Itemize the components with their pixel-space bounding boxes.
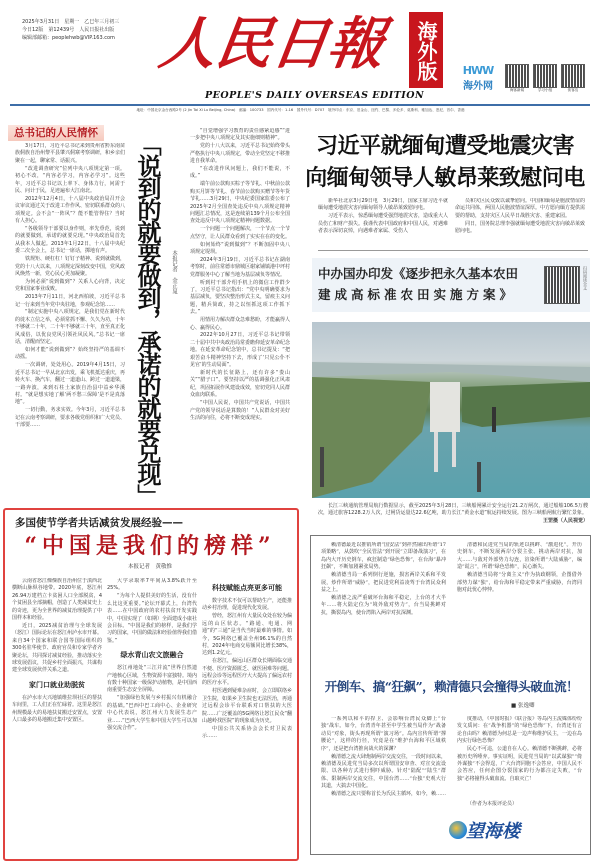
qr-label: 侠客岛 [567, 88, 579, 92]
paragraph: 中国公共关系协会会长对卫民表示…… [202, 725, 292, 740]
qr-label: 扫码阅读全文 [583, 266, 588, 290]
paragraph: “改进调查研究”位列中央八项规定第一项。初心不改，“内容必学习，内容必学习”。这些年，习近平总书记以上率下、身体力行，问需于民、问计于民，足迹遍布大江南北。 [15, 165, 125, 194]
feature-subhead: 绿水青山农文旅融合 [120, 651, 184, 660]
paragraph: 数字技术不仅可以帮助生产，还能推动乡村治理，促进现代化发展。 [202, 598, 292, 612]
divider [318, 250, 588, 251]
paragraph: 如何才能“说到做到”？始终坚持严的基调不动摇。 [15, 346, 125, 361]
qr-code-icon [533, 64, 557, 88]
paragraph: 一切行動，务求实效。今年3月，习近平总书记在云南考察调研，要求各级党组织和广大党员、干部要…… [15, 407, 125, 429]
left-article-column-1 [15, 143, 125, 508]
paragraph: 2013年7月11日，河北西柏坡，习近平总书记一行来到当年党中央驻地，参观纪念馆…… [15, 294, 125, 308]
paragraph: “各级领导干部要以身作则，率先垂范，说到的就要做到，承诺的就要兑现。”中央政治局首先从我本人做起。2013年1月22日，十八届中央纪委二次全会上，总书记一席话，掷地有声。 [15, 225, 125, 255]
paragraph: 赖清德之流大肆炮制两岸交流交往，一段时间以来，赖清德及民进党当局多次以所谓国安审查、对宣交流设限、以各种方式进行恫吓威胁。针对“陆配”“陆生”群体、限制两岸交流交往，中国台湾……“台独”史观大行其道，大搞去中国化。 [321, 753, 446, 790]
paragraph: 如何始终“说到做到”？不断加固中央八项规定堤坝。 [190, 241, 290, 255]
headline-line: 向缅甸领导人敏昂莱致慰问电 [305, 165, 585, 191]
caption-text: 长江三峡通航管理局航行数据显示，截至2025年3月28日，三峡船闸累计安全运行21.2万闸次，通过船舶106.5万艘次，通过旅客1228.2万人次，过闸货运量达22.6亿吨，助力长江“黄金水道”航运持续发展。图为三峡船闸航行繁忙景象。 [318, 503, 588, 517]
date-line: 2025年3月31日 星期一 乙巳年三月初三 [22, 19, 120, 25]
feature-kicker: 多国使节学者共话减贫发展经验—— [15, 517, 183, 529]
qr-xiakedao[interactable] [561, 64, 585, 93]
paragraph: 曾经，怒江州有大量民众处在较为偏远的山区状态。“路通、电通、网通”的“三通”是当代当时最难的事情。如今，5G网络已覆盖全州96.1%的自然村，2024年电商交易额同比增长38%，达到1.2亿元。 [202, 613, 292, 657]
feature-subhead: 科技赋能点亮更多可能 [212, 584, 282, 592]
paragraph: 新华社北京3月29日电 3月29日，国家主席习近平就缅甸遭受地震灾害向缅甸领导人敏昂莱致慰问电。 [318, 198, 448, 212]
paragraph: 员和灾区民众致以诚挚慰问。中国和缅甸是胞波情谊的命运共同体，两国人民胞波情谊深厚。中方愿向缅方提供需要的帮助，支持灾区人民早日战胜灾害、重建家园。 [455, 198, 585, 219]
hww-logo[interactable] [455, 64, 501, 92]
english-title: PEOPLE'S DAILY OVERSEAS EDITION [205, 90, 425, 101]
commentary-headline: 开倒车、搞“狂飙”，赖清德只会撞得头破血流！ [324, 679, 579, 694]
hww-logo-text: HWW [462, 64, 494, 77]
photo-caption [318, 503, 588, 526]
paragraph: 度推动，《中国时报》《联合报》等岛内主流媒体纷纷发文质问：在“战争机器”的“绿色恐怖”下，台湾还有言论自由吗？赖清德为何总是一边声称维护民主，一边在岛内实行绿色恐怖？ [457, 716, 582, 745]
paragraph: 用情用力解决群众急难愁盼，才能赢得人心、赢得民心。 [190, 317, 290, 331]
qr-haike[interactable] [505, 64, 529, 93]
paragraph: “在改进作风问题上，我们不能说，不成。” [190, 166, 290, 180]
address-line: 地址：中国北京金台西路2号 (2 Jin Tai Xi Lu Beijing, China) 邮编：100733 国内代号：1-16 国外代号：D707 境外印点：东京、旧金山、纽约、巴黎、多伦多、莫斯科、雅加达、悉尼、首尔、香港 [136, 108, 465, 112]
paragraph: 赖清德当局一系列倒行逆施，损害两岸关系和平发展，炒作所谓“威胁”，把民进党利益凌驾于台湾民众利益之上。 [321, 572, 446, 593]
paragraph: 一个问题一个问题解决，一个节点一个节点坚守，让人民群众看到了实实在在的变化。 [190, 226, 290, 240]
commentary-note: （作者为本报评论员） [467, 801, 518, 807]
three-gorges-locks-photo [312, 322, 590, 498]
newspaper-logo: 人民日報 [155, 11, 389, 77]
paragraph: 在怒江，偏远山区群众长期面临交通不便、医疗资源匮乏、就医困难等问题。远程会诊等远程医疗大大提高了偏远农村的医疗水平。 [202, 658, 292, 687]
globe-icon [449, 821, 467, 839]
qr-codes [505, 64, 585, 93]
left-article-byline: 本报记者 金正晁 [171, 250, 177, 294]
banner-line: 建成高标准农田实施方案》 [318, 287, 517, 302]
paragraph: 党的十八大以来，习近平总书记始终带头严格执行中央八项规定，带动全党坚定不移推进自我革命。 [190, 143, 290, 165]
paragraph: “为每个人提供美好的生活，没有什么比这更重要。”论坛开幕式上，台湾代表……在中国政府的农村扶贫开发实践中，中国实现了（如期）全面建成小康社会目标。“中国是我们的榜样，是我们学习的国家，中国的做法和经验值得我们借鉴。” [107, 593, 197, 644]
paragraph: 同日，国务院总理李强就缅甸遭受地震灾害向敏昂莱致慰问电。 [455, 220, 585, 235]
paragraph: 赖清德最近以推销所谓“国安法”到祥然铺出所谓“17项策略”，从鼓吹“全民管法”到开展“立即备战演习”，在岛内大开历史倒车，疯狂制造“绿色恐怖”，在台海“暴冲狂飙”，不断加剧紧张局势。 [321, 542, 446, 571]
paragraph: 2022年10月27日，习近平总书记带领二十届中共中央政治局常委瞻仰延安革命纪念地。在延安革命纪念馆中，总书记提及：“把艰苦奋斗精神坚持下去，形成了‘只见公仆不见官’的生动局面”。 [190, 332, 290, 369]
commentary-column-1 [321, 542, 446, 670]
commentary-column-2 [457, 542, 582, 670]
paragraph: 在泸水市大兴地镇维拉坝社区的帮扶车间里，工人们正在忙碌着。这里是怒江州规模最大的易地扶贫搬迁安置点，安置人口最多的易地搬迁集中安置区。 [12, 694, 102, 723]
overseas-edition-badge [409, 12, 443, 88]
banner-title [318, 263, 540, 305]
paragraph: 赖清德当局将“分离主义”作为执政纲领，企图借外部势力谋“独”，给台海和平稳定带来严重威胁，台湾同胞对此忧心忡忡。 [457, 572, 582, 593]
photo-credit: 王罡摄（人民视觉） [542, 518, 588, 525]
qr-code-icon [505, 64, 529, 88]
qr-xuexi[interactable] [533, 64, 557, 93]
feature-title: “中国是我们的榜样” [24, 533, 276, 559]
paragraph: 铁规矩、硬杠杠！钉钉子精神、说到就做到，党的十八大以来，八项规定深刻改变中国，党风政风焕然一新，党心民心更加凝聚。 [15, 256, 125, 277]
commentary-box[interactable] [310, 535, 591, 855]
top-right-headline[interactable] [300, 130, 590, 194]
masthead-info [22, 18, 119, 42]
feature-column-3 [202, 578, 292, 856]
paragraph: 大学录取率7年间从3.8%跃升至25%。 [107, 578, 197, 592]
masthead-divider [10, 104, 590, 106]
paragraph: 2024年3月19日，习近平总书记在湖南考察时，前往常德市鼎城区谢家铺镇港中坪村党群服务中心了解当地为基层减负等情况。 [190, 256, 290, 278]
paragraph: “制定实施中央八项规定，是我们党在新时代的徙木立信之举，必须常抓不懈、久久为功，十年不够就二十年，二十年不够就三十年，直至真正化风成俗，以优良党风引领社风民风。”总书记一席话，清醒而坚定。 [15, 309, 125, 346]
feature-subhead: 家门口就业助脱贫 [29, 680, 85, 689]
edition-label: 海外版 [414, 21, 438, 81]
paragraph: “中国人民说，中国共产党说话，中国共产党的领导说话是算数的！”人民群众对美好生活的向往，必将不断变成现实。 [190, 400, 290, 421]
feature-byline: 本报记者 黄敬惟 [127, 564, 172, 570]
feature-column-2 [107, 578, 197, 856]
email-line: 编辑部邮箱：peoplehwb@VIP.163.com [22, 35, 115, 41]
headline-line: 习近平就缅甸遭受地震灾害 [315, 133, 574, 159]
column-logo: 望海楼 [466, 821, 520, 842]
commentary-author: ■ 张逸卿 [511, 703, 535, 709]
paragraph: 习近平表示，惊悉缅甸遭受强烈地震灾害，造成重大人员伤亡和财产损失。我谨代表中国政府和中国人民，对遇难者表示深切哀悼，向遇难者家属、受伤人 [318, 213, 448, 235]
paragraph: 一系列以和平的捍卫、会影响台湾民众脚上“台独”战车。如今，台湾青年甚至中学生被当局作为“战备动员”对象，街头再现所谓“演习场”。岛内宣传所谓“撑腰论”，这样的行径，究竟是在“维护台海和平区域秩序”，还是把台湾推向战火的深渊？ [321, 716, 446, 752]
paragraph: 清德和民进党当局的轨迹以挑衅、“激进化”。开历史倒车，不断发展两岸分裂主张、挑动两岸对抗，加大……与敌对外部势力勾连，渲染所谓“大陆威胁”，编造“谎言”，所谓“绿色恐怖”，民心渐失。 [457, 542, 582, 571]
paragraph: 端午前公款购买粽子等节礼、中秋前公款购买月饼等节礼、春节前公款购买赠节等年货节礼……3月29日，中央纪委国家监委公布了2025年2月全国查处违反中央八项规定精神问题汇总情况，这是连续第139个月公布全国查处违反中央八项规定精神问题数据。 [190, 181, 290, 225]
paragraph: 怒江州地处“三江并流”世界自然遗产地核心区域，生物资源丰富独特。境内有数十种国家一级保护动植物，是中国西南重要生态安全屏障。 [107, 665, 197, 694]
paragraph: 2012年12月4日，十八届中央政治局召开会议审议通过关于改进工作作风、密切联系群众的八项规定。会不会“一阵风”？能不能管得住？当时有人担心。 [15, 195, 125, 225]
issue-line: 今日12版 第12439号 人民日报社出版 [22, 27, 115, 33]
paragraph: 为何必须“说到做到”？关系人心向背，决定党和国家事业成败。 [15, 278, 125, 293]
paragraph: 新时代的长征路上，还有许多“娄山关”“腊子口”。要坚持以严的基调强化正风肃纪，巩固拓展作风建设成效，密切党同人民群众血肉联系。 [190, 370, 290, 399]
paragraph: “自觉增强学习教育的责任感紧迫感”“进一步把中央八项规定及其实施细则精神”。 [190, 128, 290, 142]
photo-illustration [312, 322, 590, 498]
left-article-column-2 [190, 128, 290, 506]
paragraph: 村医遇到疑难杂症时，会立即联络乡卫生院，如果乡卫生院也无法医治，再通过远程会诊平台联系对口帮扶的大医院……广泛覆盖的5G网络让怒江民众“翻山越岭找医院”的现象成为历史。 [202, 688, 292, 724]
banner-line: 中办国办印发《逐步把永久基本农田 [318, 266, 519, 281]
commentary-column-4 [457, 716, 582, 798]
qr-label: 海客新闻 [509, 88, 525, 92]
qr-code-icon [561, 64, 585, 88]
paragraph: 云南省怒江傈僳族自治州位于滇西北横断山脉纵谷地带。2020年底，怒江州26.94万建档立卡贫困人口全部脱贫，4个贫困县全部摘帽，创造了人类减贫史上的奇迹，更为全世界的减贫治理提供了中国样本和经验。 [12, 578, 102, 622]
hww-name: 海外网 [463, 81, 493, 92]
paragraph: 一次调研，处处用心。2019年4月15日，习近平总书记一早从北京出发，乘飞机抵达重庆，再转火车、换汽车，翻过一道道山、跨过一道道梁，一路奔波，来到石柱土家族自治县中益乡华溪村。“就是想实地了解‘两不愁三保障’是不是真落地”。 [15, 362, 125, 406]
paragraph: 听到村干部介绍手机上的微信工作群少了，习近平总书记指出：“党中央明确要求为基层减负，要坚决整治形式主义，留痕主义问题，精兵简政，持之以恒抓这项工作抓下去。” [190, 279, 290, 316]
left-article-headline: 「说到的就要做到，承诺的就要兑现」 [133, 132, 162, 506]
commentary-column-3 [321, 716, 446, 850]
farmland-banner[interactable] [312, 258, 590, 312]
top-right-column-1 [318, 198, 448, 246]
paragraph: 3月17日，习近平总书记来到贵州省黔东南苗族侗族自治州黎平县肇兴侗寨考察调研，和乡亲们聚在一起，聊家常、话振兴。 [15, 143, 125, 164]
paragraph: “加强绿色发展与乡村振兴有机融合的基础。”巴西中巴工商中心、企业研究中心代表说，怒江州大力发展生态产业……“巴西大学生和中国大学生可以加强交流合作”。 [107, 695, 197, 731]
paragraph: 赖清德之流严重破坏台海和平稳定，上台的才大半年……将大陆定位为“境外敌对势力”，台当局挑衅对抗，撕裂岛内，使台湾陷入两岸对抗深渊。 [321, 594, 446, 616]
paragraph: 赖清德之流只要称首长为氏民主循环，如今，赖…… [331, 791, 446, 798]
paragraph: 民心不可违，公道自在人心。赖清德不断挑衅，必将被历史所唾弃。事实证明，民进党当局的“以武谋独”“倚外谋独”不会得逞，广大台湾同胞不会答应，中国人民不会答应，任何企图分裂国家的行为都注定失败，“台独”必将撞得头破血流、自取灭亡！ [457, 746, 582, 782]
feature-column-1 [12, 578, 102, 856]
section-tag: 总书记的人民情怀 [8, 125, 104, 141]
top-right-column-2 [455, 198, 585, 246]
paragraph: 近日，2025减贫治理与全球发展（怒江）国际论坛在怒江州泸水市开幕。来自34个国家和联合国等国际组织的300名驻华使节、政府官员和专家学者齐聚论坛，共同探讨减贫经验，推动落实全球发展倡议，共促乡村全面振兴，共谋构建全球发展伙伴关系之道。 [12, 622, 102, 674]
qr-code-icon[interactable] [544, 266, 580, 304]
qr-label: 学习小组 [537, 88, 553, 92]
